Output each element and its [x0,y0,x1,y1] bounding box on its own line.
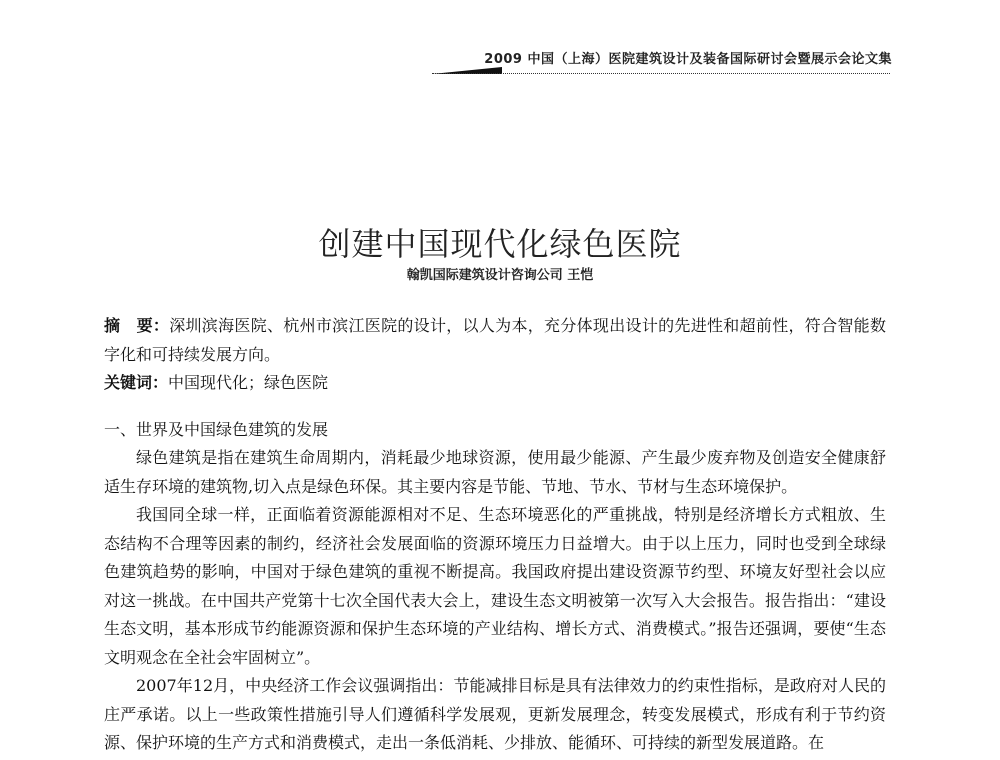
abstract-label: 摘 要： [104,316,170,335]
keywords-label: 关键词： [104,373,169,392]
body-paragraph: 绿色建筑是指在建筑生命周期内，消耗最少地球资源，使用最少能源、产生最少废弃物及创造安全健康舒适生存环境的建筑物,切入点是绿色环保。其主要内容是节能、节地、节水、节材与生态环境保护。 [104,448,886,496]
keywords-text: 中国现代化；绿色医院 [168,373,329,392]
section-heading: 一、世界及中国绿色建筑的发展 [104,419,329,439]
article-author: 翰凯国际建筑设计咨询公司 王恺 [406,268,594,283]
header-rule [432,73,890,74]
keywords [104,369,886,398]
body-paragraph: 我国同全球一样，正面临着资源能源相对不足、生态环境恶化的严重挑战，特别是经济增长方式粗放、生态结构不合理等因素的制约，经济社会发展面临的资源环境压力日益增大。由于以上压力，同时也受到全球绿色建筑趋势的影响，中国对于绿色建筑的重视不断提高。我国政府提出建设资源节约型、环境友好型社会以应对这一挑战。在中国共产党第十七次全国代表大会上，建设生态文明被第一次写入大会报告。报告指出：“建设生态文明，基本形成节约能源资源和保护生态环境的产业结构、增长方式、消费模式。”报告还强调，要使“生态文明观念在全社会牢固树立”。 [104,505,886,667]
abstract [104,312,886,369]
article-body [104,312,886,758]
running-header: 2009 中国（上海）医院建筑设计及装备国际研讨会暨展示会论文集 [484,52,892,67]
article-title: 创建中国现代化绿色医院 [318,225,682,264]
body-paragraph: 2007年12月，中央经济工作会议强调指出：节能减排目标是具有法律效力的约束性指标，是政府对人民的庄严承诺。以上一些政策性措施引导人们遵循科学发展观，更新发展理念，转变发展模式，形成有利于节约资源、保护环境的生产方式和消费模式，走出一条低消耗、少排放、能循环、可持续的新型发展道路。在 [104,676,886,752]
abstract-text: 深圳滨海医院、杭州市滨江医院的设计，以人为本，充分体现出设计的先进性和超前性，符合智能数字化和可持续发展方向。 [104,316,886,364]
